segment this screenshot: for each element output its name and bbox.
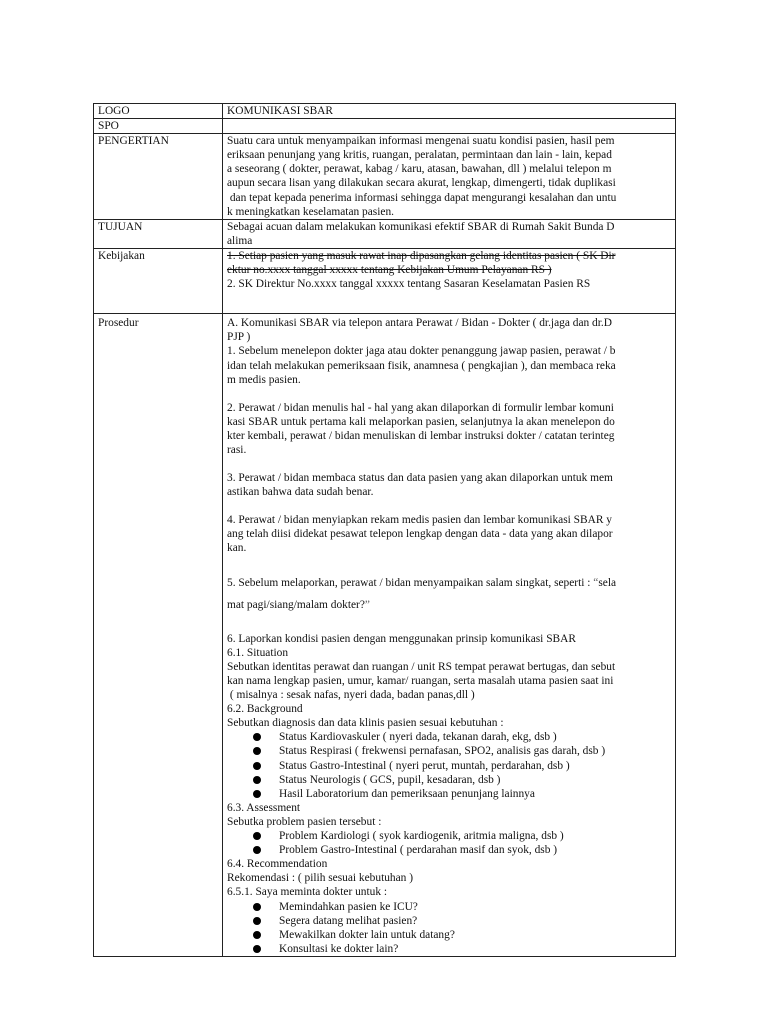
text-line: 3. Perawat / bidan membaca status dan data pasien yang akan dilaporkan untuk mem [227, 472, 613, 485]
text-line: alima [227, 234, 253, 247]
pengertian-text [223, 134, 676, 220]
quote-mark: ” [364, 598, 370, 611]
row-kebijakan [94, 248, 676, 313]
text-line: rasi. [227, 443, 247, 456]
text-line: dan tepat kepada penerima informasi sehingga dapat mengurangi kesalahan dan untu [227, 191, 617, 204]
row-logo [94, 104, 676, 119]
recommendation-list [227, 900, 671, 956]
text-line: astikan bahwa data sudah benar. [227, 486, 374, 499]
row-pengertian [94, 134, 676, 220]
prosedur-label: Prosedur [94, 314, 223, 957]
text-line: 1. Sebelum menelepon dokter jaga atau dokter penanggung jawap pasien, perawat / b [227, 345, 616, 358]
list-item: Problem Kardiologi ( syok kardiogenik, aritmia maligna, dsb ) [253, 829, 671, 843]
text-line: 4. Perawat / bidan menyiapkan rekam medis pasien dan lembar komunikasi SBAR y [227, 514, 612, 527]
list-item: Status Kardiovaskuler ( nyeri dada, tekanan darah, ekg, dsb ) [253, 730, 671, 744]
text-line: kan. [227, 542, 247, 555]
document-page [93, 103, 676, 957]
list-item: Status Respirasi ( frekwensi pernafasan, SPO2, analisis gas darah, dsb ) [253, 744, 671, 758]
list-item: Problem Gastro-Intestinal ( perdarahan masif dan syok, dsb ) [253, 843, 671, 857]
text-line: Sebagai acuan dalam melakukan komunikasi efektif SBAR di Rumah Sakit Bunda D [227, 220, 615, 233]
quote-mark: “ [593, 576, 599, 589]
text-span: 5. Sebelum melaporkan, perawat / bidan menyampaikan salam singkat, seperti : [227, 576, 594, 589]
text-line: Sebutkan identitas perawat dan ruangan / unit RS tempat perawat bertugas, dan sebut [227, 660, 616, 673]
text-line: aupun secara lisan yang dilakukan secara akurat, lengkap, dimengerti, tidak duplikasi [227, 177, 616, 190]
text-line: 2. Perawat / bidan menulis hal - hal yang akan dilaporkan di formulir lembar komuni [227, 401, 614, 414]
spo-label: SPO [94, 119, 223, 134]
list-item: Status Neurologis ( GCS, pupil, kesadaran, dsb ) [253, 773, 671, 787]
kebijakan-label: Kebijakan [94, 248, 223, 313]
text-span: sela [598, 576, 617, 589]
list-item: Hasil Laboratorium dan pemeriksaan penunjang lainnya [253, 787, 671, 801]
list-item: Memindahkan pasien ke ICU? [253, 900, 671, 914]
section-title: 6.4. Recommendation [227, 858, 328, 871]
section-title: 6.5.1. Saya meminta dokter untuk : [227, 886, 388, 899]
document-title: KOMUNIKASI SBAR [223, 104, 676, 119]
row-spo [94, 119, 676, 134]
text-line: a seseorang ( dokter, perawat, kabag / karu, atasan, bawahan, dll ) melalui telepon m [227, 163, 612, 176]
text-line: kan nama lengkap pasien, umur, kamar/ ruangan, serta masalah utama pasien saat ini [227, 675, 614, 687]
section-title: 6.2. Background [227, 703, 303, 716]
text-line: 2. SK Direktur No.xxxx tanggal xxxxx tentang Sasaran Keselamatan Pasien RS [227, 278, 591, 291]
text-line: Sebutkan diagnosis dan data klinis pasien sesuai kebutuhan : [227, 717, 504, 730]
struck-line: ektur no.xxxx tanggal xxxxx tentang Kebijakan Umum Pelayanan RS ) [227, 264, 552, 277]
section-title: 6.3. Assessment [227, 801, 301, 814]
background-list [227, 730, 671, 800]
text-line: kter kembali, perawat / bidan menuliskan di lembar instruksi dokter / catatan terinteg [227, 429, 615, 442]
tujuan-text [223, 219, 676, 248]
text-line: kasi SBAR untuk pertama kali melaporkan pasien, selanjutnya la akan menelepon do [227, 415, 615, 428]
logo-label: LOGO [94, 104, 223, 119]
list-item: Segera datang melihat pasien? [253, 914, 671, 928]
assessment-list [227, 829, 671, 857]
text-line: Suatu cara untuk menyampaikan informasi mengenai suatu kondisi pasien, hasil pem [227, 135, 615, 148]
text-line: idan telah melakukan pemeriksaan fisik, anamnesa ( pengkajian ), dan membaca reka [227, 359, 616, 372]
text-line [227, 598, 671, 612]
text-line: Sebutka problem pasien tersebut : [227, 815, 382, 828]
tujuan-label: TUJUAN [94, 219, 223, 248]
kebijakan-text [223, 248, 676, 313]
text-line: 6. Laporkan kondisi pasien dengan menggunakan prinsip komunikasi SBAR [227, 632, 576, 645]
list-item: Status Gastro-Intestinal ( nyeri perut, muntah, perdarahan, dsb ) [253, 759, 671, 773]
section-title: 6.1. Situation [227, 646, 289, 659]
struck-line: 1. Setiap pasien yang masuk rawat inap dipasangkan gelang identitas pasien ( SK Dir [227, 249, 616, 262]
list-item: Konsultasi ke dokter lain? [253, 942, 671, 956]
text-line [227, 576, 671, 590]
text-line: PJP ) [227, 331, 251, 344]
pengertian-label: PENGERTIAN [94, 134, 223, 220]
prosedur-text [223, 314, 676, 957]
text-line: k meningkatkan keselamatan pasien. [227, 205, 395, 218]
text-line: Rekomendasi : ( pilih sesuai kebutuhan ) [227, 872, 414, 885]
text-line: ang telah diisi didekat pesawat telepon lengkap dengan data - data yang akan dilapor [227, 528, 613, 541]
row-prosedur [94, 314, 676, 957]
text-line: A. Komunikasi SBAR via telepon antara Perawat / Bidan - Dokter ( dr.jaga dan dr.D [227, 317, 612, 330]
spo-table [93, 103, 676, 957]
text-line: eriksaan penunjang yang kritis, ruangan, peralatan, permintaan dan lain - lain, kepad [227, 149, 612, 162]
list-item: Mewakilkan dokter lain untuk datang? [253, 928, 671, 942]
text-line: ( misalnya : sesak nafas, nyeri dada, badan panas,dll ) [227, 689, 475, 702]
text-line: m medis pasien. [227, 373, 301, 386]
text-span: mat pagi/siang/malam dokter? [227, 598, 365, 611]
spo-value [223, 119, 676, 134]
row-tujuan [94, 219, 676, 248]
